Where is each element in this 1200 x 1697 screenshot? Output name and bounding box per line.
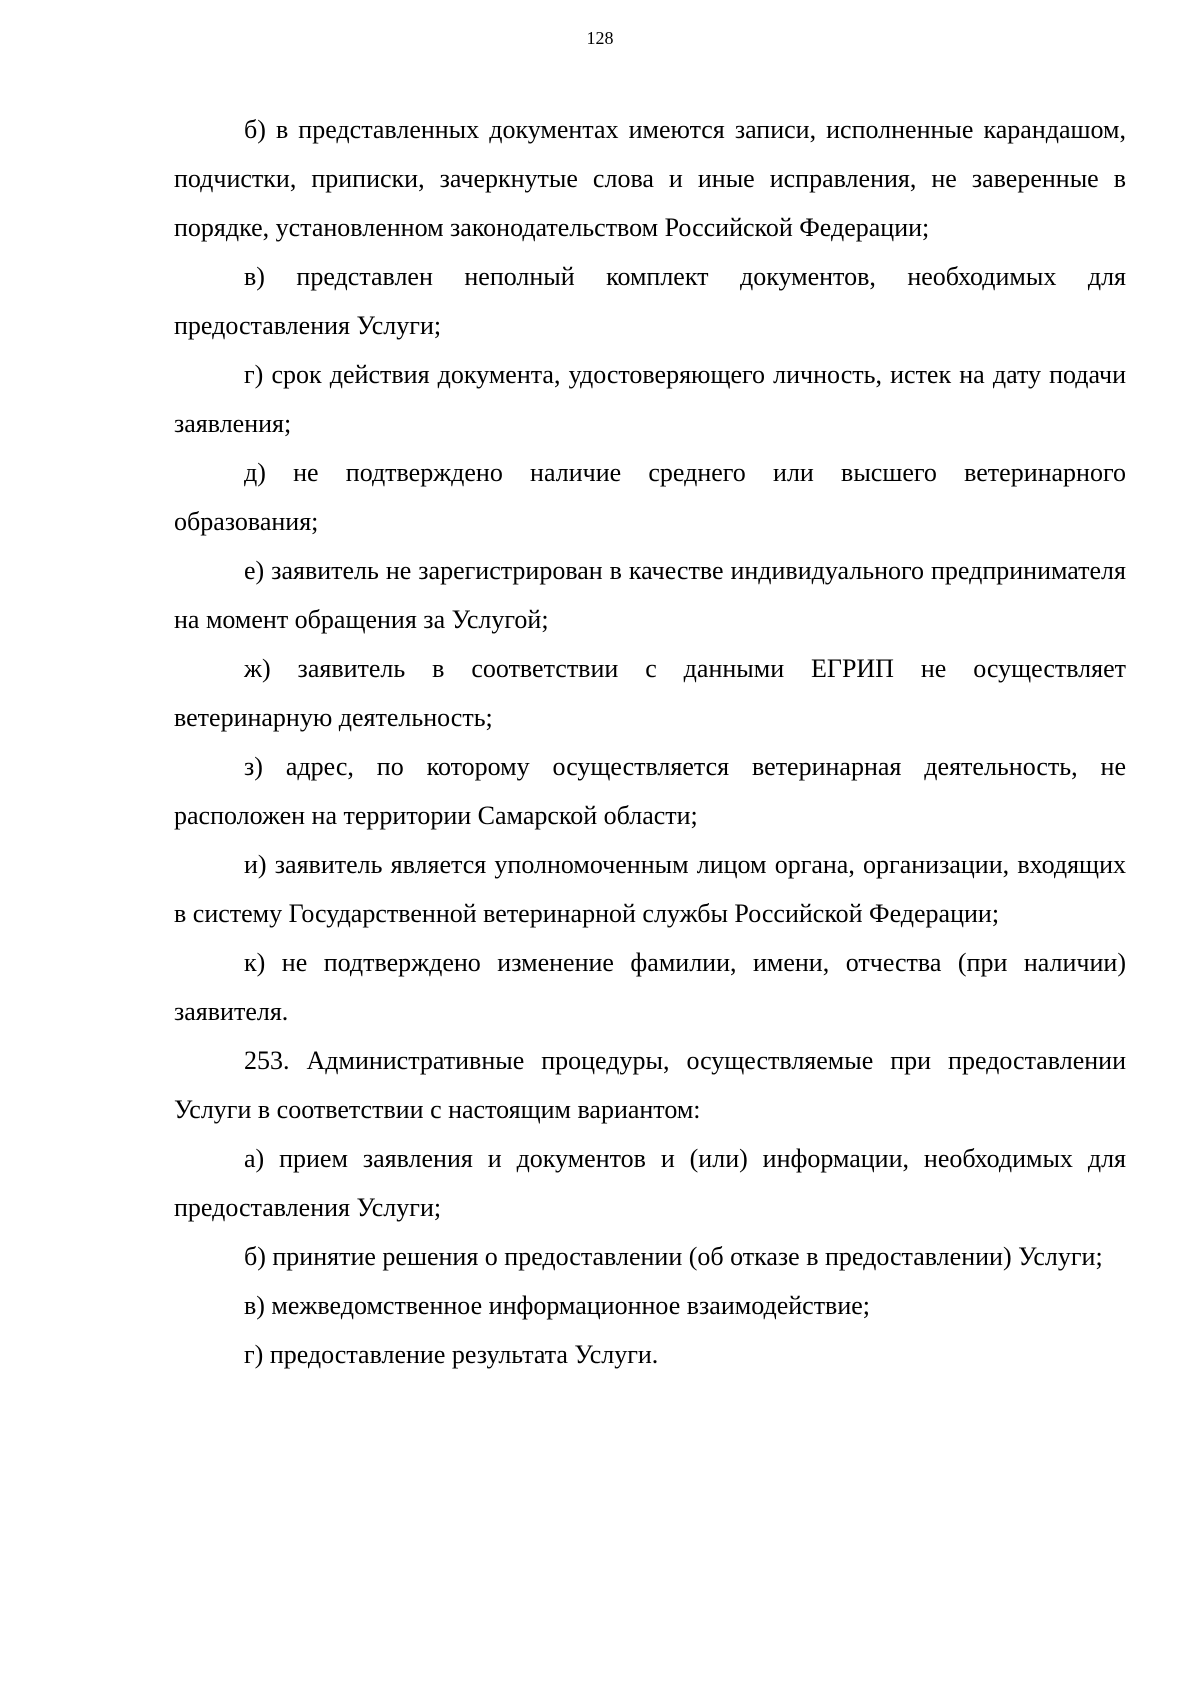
paragraph-b-corrections: б) в представленных документах имеются записи, исполненные карандашом, подчистки, приписки, зачеркнутые слова и иные исправления, не заверенные в порядке, установленном законодательством Российской Федерации; — [174, 115, 1126, 242]
paragraph-zh-egrip: ж) заявитель в соответствии с данными ЕГРИП не осуществляет ветеринарную деятельность; — [174, 654, 1126, 732]
paragraph-e-not-registered: е) заявитель не зарегистрирован в качестве индивидуального предпринимателя на момент обращения за Услугой; — [174, 556, 1126, 634]
paragraph-z-address: з) адрес, по которому осуществляется ветеринарная деятельность, не расположен на территории Самарской области; — [174, 752, 1126, 830]
paragraph-g-result: г) предоставление результата Услуги. — [244, 1340, 659, 1369]
paragraph-v-incomplete-set: в) представлен неполный комплект документов, необходимых для предоставления Услуги; — [174, 262, 1126, 340]
paragraph-i-vet-service: и) заявитель является уполномоченным лицом органа, организации, входящих в систему Государственной ветеринарной службы Российской Федерации; — [174, 850, 1126, 928]
document-body — [174, 105, 1126, 1379]
paragraph-253-procedures: 253. Административные процедуры, осуществляемые при предоставлении Услуги в соответствии с настоящим вариантом: — [174, 1046, 1126, 1124]
paragraph-k-name-change: к) не подтверждено изменение фамилии, имени, отчества (при наличии) заявителя. — [174, 948, 1126, 1026]
paragraph-d-education: д) не подтверждено наличие среднего или высшего ветеринарного образования; — [174, 458, 1126, 536]
paragraph-v-interagency: в) межведомственное информационное взаимодействие; — [244, 1291, 871, 1320]
paragraph-a-reception: а) прием заявления и документов и (или) информации, необходимых для предоставления Услуги; — [174, 1144, 1126, 1222]
paragraph-g-expired-id: г) срок действия документа, удостоверяющего личность, истек на дату подачи заявления; — [174, 360, 1126, 438]
paragraph-b-decision: б) принятие решения о предоставлении (об отказе в предоставлении) Услуги; — [244, 1242, 1103, 1271]
page-number: 128 — [586, 28, 614, 48]
